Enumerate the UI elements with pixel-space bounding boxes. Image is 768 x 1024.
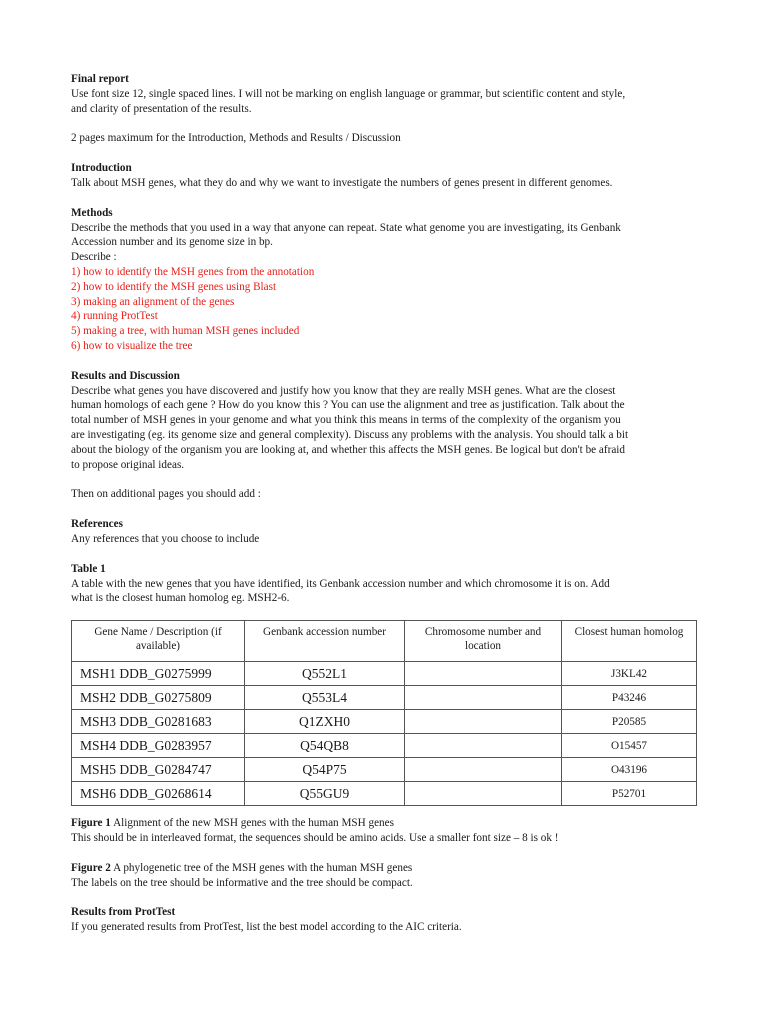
results-line-2: human homologs of each gene ? How do you know this ? You can use the alignment and tree as justification. Talk about the <box>71 399 625 412</box>
gene-name-cell: MSH6 DDB_G0268614 <box>72 782 245 806</box>
gene-name-cell: MSH4 DDB_G0283957 <box>72 734 245 758</box>
figure1-caption: Alignment of the new MSH genes with the human MSH genes <box>110 817 394 830</box>
table-row <box>72 782 697 806</box>
methods-step: 5) making a tree, with human MSH genes included <box>71 325 300 338</box>
gene-name-cell: MSH2 DDB_G0275809 <box>72 686 245 710</box>
methods-heading: Methods <box>71 206 113 219</box>
introduction-text: Talk about MSH genes, what they do and why we want to investigate the numbers of genes present in different genomes. <box>71 176 613 189</box>
column-header-homolog: Closest human homolog <box>562 621 697 662</box>
methods-step: 4) running ProtTest <box>71 310 158 323</box>
accession-cell: Q552L1 <box>245 662 405 686</box>
table-row <box>72 686 697 710</box>
results-heading: Results and Discussion <box>71 369 180 382</box>
chromosome-cell <box>405 782 562 806</box>
results-line-5: about the biology of the organism you are looking at, and whether this affects the MSH genes. Be logical but don't be afraid <box>71 443 626 456</box>
table-row <box>72 758 697 782</box>
chromosome-cell <box>405 662 562 686</box>
accession-cell: Q1ZXH0 <box>245 710 405 734</box>
table1-heading: Table 1 <box>71 562 106 575</box>
figure1-label: Figure 1 <box>71 817 111 830</box>
introduction-heading: Introduction <box>71 162 132 175</box>
gene-name-cell: MSH5 DDB_G0284747 <box>72 758 245 782</box>
chromosome-cell <box>405 758 562 782</box>
homolog-cell: P43246 <box>562 686 697 710</box>
references-heading: References <box>71 518 123 531</box>
additional-pages-note: Then on additional pages you should add : <box>71 488 261 501</box>
describe-label: Describe : <box>71 251 117 264</box>
table-row <box>72 710 697 734</box>
chromosome-cell <box>405 710 562 734</box>
homolog-cell: O43196 <box>562 758 697 782</box>
homolog-cell: P20585 <box>562 710 697 734</box>
figure2-label: Figure 2 <box>71 861 111 874</box>
column-header-accession: Genbank accession number <box>245 621 405 662</box>
prottest-text: If you generated results from ProtTest, list the best model according to the AIC criteria. <box>71 921 462 934</box>
genes-table <box>71 620 697 806</box>
accession-cell: Q553L4 <box>245 686 405 710</box>
final-report-line-1: Use font size 12, single spaced lines. I will not be marking on english language or grammar, but scientific content and style, <box>71 87 626 100</box>
accession-cell: Q55GU9 <box>245 782 405 806</box>
table1-line-1: A table with the new genes that you have identified, its Genbank accession number and which chromosome it is on. Add <box>71 577 610 590</box>
homolog-cell: J3KL42 <box>562 662 697 686</box>
figure2-text: The labels on the tree should be informative and the tree should be compact. <box>71 876 413 889</box>
accession-cell: Q54P75 <box>245 758 405 782</box>
pages-note: 2 pages maximum for the Introduction, Methods and Results / Discussion <box>71 132 401 145</box>
accession-cell: Q54QB8 <box>245 734 405 758</box>
chromosome-cell <box>405 686 562 710</box>
final-report-line-2: and clarity of presentation of the results. <box>71 102 252 115</box>
final-report-heading: Final report <box>71 73 129 85</box>
table-header-row <box>72 621 697 662</box>
figure2-caption: A phylogenetic tree of the MSH genes with the human MSH genes <box>110 861 413 874</box>
table-row <box>72 734 697 758</box>
results-line-3: total number of MSH genes in your genome and what you think this means in terms of the complexity of the organism you <box>71 414 621 427</box>
methods-step: 2) how to identify the MSH genes using Blast <box>71 280 277 293</box>
methods-step: 3) making an alignment of the genes <box>71 295 235 308</box>
chromosome-cell <box>405 734 562 758</box>
prottest-heading: Results from ProtTest <box>71 906 176 919</box>
methods-line-1: Describe the methods that you used in a way that anyone can repeat. State what genome you are investigating, its Genbank <box>71 221 621 234</box>
homolog-cell: P52701 <box>562 782 697 806</box>
results-line-1: Describe what genes you have discovered and justify how you know that they are really MSH genes. What are the closest <box>71 384 616 397</box>
results-line-6: to propose original ideas. <box>71 458 185 471</box>
table1-line-2: what is the closest human homolog eg. MSH2-6. <box>71 592 290 605</box>
figure1-caption-line <box>71 816 701 831</box>
document-page <box>71 72 701 935</box>
figure2-caption-line <box>71 861 701 876</box>
gene-name-cell: MSH3 DDB_G0281683 <box>72 710 245 734</box>
homolog-cell: O15457 <box>562 734 697 758</box>
column-header-gene-name: Gene Name / Description (if available) <box>72 621 245 662</box>
methods-step: 1) how to identify the MSH genes from the annotation <box>71 265 315 278</box>
methods-steps-list <box>71 265 701 354</box>
methods-line-2: Accession number and its genome size in bp. <box>71 236 273 249</box>
column-header-chromosome: Chromosome number and location <box>405 621 562 662</box>
results-line-4: are investigating (eg. its genome size and general complexity). Discuss any problems with the analysis. You should talk a bit <box>71 428 629 441</box>
figure1-text: This should be in interleaved format, the sequences should be amino acids. Use a smaller font size – 8 is ok ! <box>71 831 559 844</box>
table-row <box>72 662 697 686</box>
gene-name-cell: MSH1 DDB_G0275999 <box>72 662 245 686</box>
references-text: Any references that you choose to include <box>71 532 260 545</box>
methods-step: 6) how to visualize the tree <box>71 339 193 352</box>
